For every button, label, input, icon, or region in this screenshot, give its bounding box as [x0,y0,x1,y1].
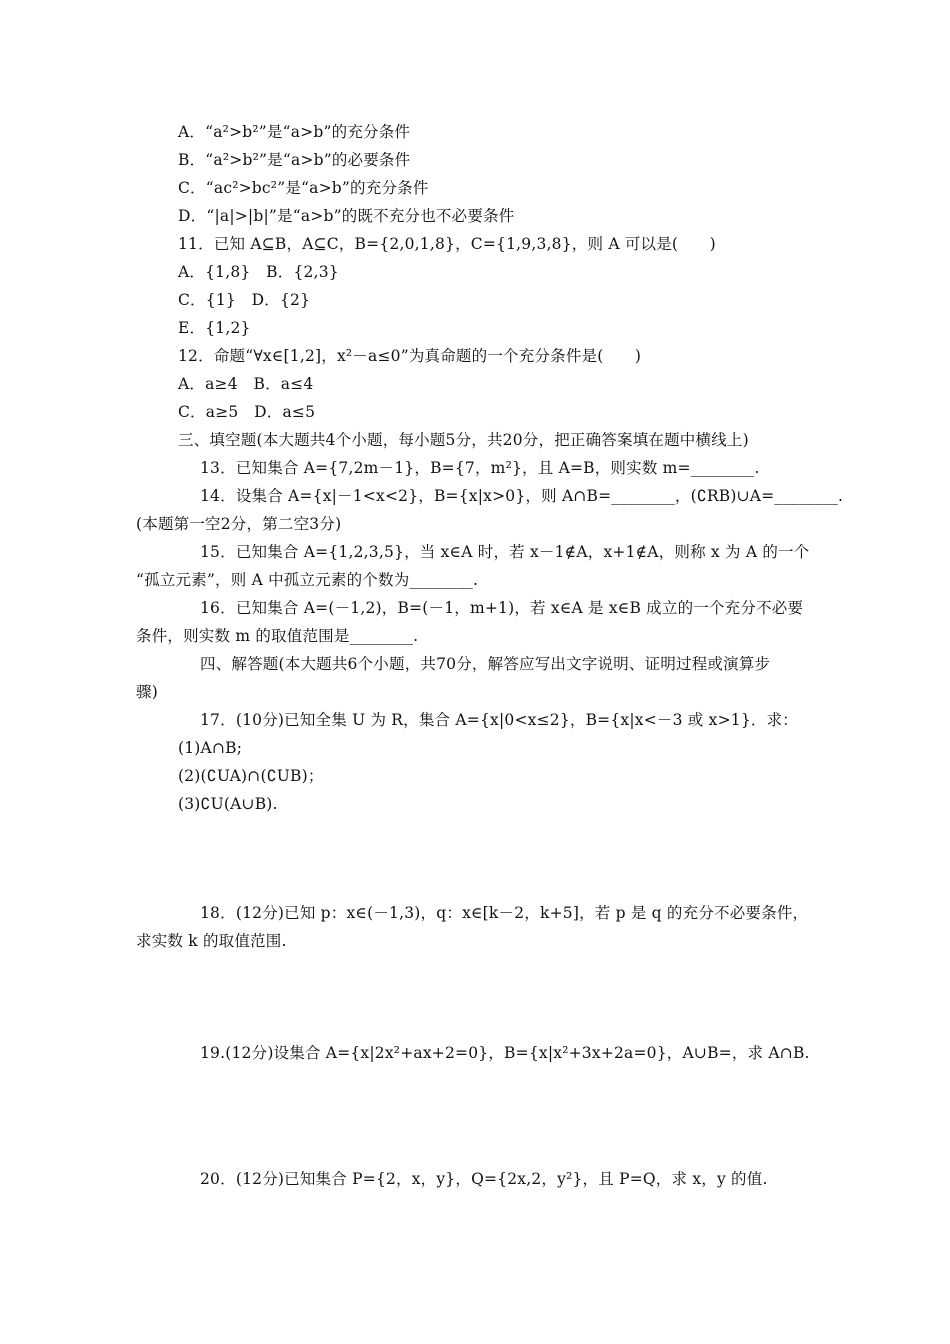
question-17-part-1: (1)A∩B; [178,739,243,757]
question-17-part-3: (3)∁U(A∪B). [178,795,278,813]
question-16-cont: 条件，则实数 m 的取值范围是________. [136,627,419,645]
option-c-q10: C．“ac²>bc²”是“a>b”的充分条件 [178,179,429,197]
question-17: 17．(10分)已知全集 U 为 R，集合 A={x|0<x≤2}，B={x|x<－3 或 x>1}．求： [200,711,798,729]
question-15-cont: “孤立元素”，则 A 中孤立元素的个数为________. [136,571,479,589]
question-12: 12．命题“∀x∈[1,2]，x²－a≤0”为真命题的一个充分条件是( ) [178,347,642,365]
question-13: 13．已知集合 A={7,2m－1}，B={7，m²}，且 A=B，则实数 m=________. [200,459,760,477]
section-4-heading-cont: 骤) [136,683,158,701]
options-ab-q12: A．a≥4 B．a≤4 [178,375,314,393]
question-15: 15．已知集合 A={1,2,3,5}，当 x∈A 时，若 x－1∉A，x+1∉A，则称 x 为 A 的一个 [200,543,810,561]
option-a-q10: A．“a²>b²”是“a>b”的充分条件 [178,123,411,141]
option-d-q10: D．“|a|>|b|”是“a>b”的既不充分也不必要条件 [178,207,515,225]
question-16: 16．已知集合 A=(－1,2)，B=(－1，m+1)，若 x∈A 是 x∈B 成立的一个充分不必要 [200,599,804,617]
question-19: 19.(12分)设集合 A={x|2x²+ax+2=0}，B={x|x²+3x+2a=0}，A∪B=，求 A∩B. [200,1044,810,1062]
question-14: 14．设集合 A={x|－1<x<2}，B={x|x>0}，则 A∩B=________，(∁RB)∪A=________. [200,487,844,505]
options-ab-q11: A．{1,8} B．{2,3} [178,263,339,281]
options-cd-q11: C．{1} D．{2} [178,291,311,309]
options-cd-q12: C．a≥5 D．a≤5 [178,403,316,421]
option-e-q11: E．{1,2} [178,319,251,337]
question-18-cont: 求实数 k 的取值范围. [136,932,287,950]
section-4-heading: 四、解答题(本大题共6个小题，共70分，解答应写出文字说明、证明过程或演算步 [200,655,771,673]
question-20: 20．(12分)已知集合 P={2，x，y}，Q={2x,2，y²}，且 P=Q，求 x，y 的值. [200,1170,768,1188]
question-18: 18．(12分)已知 p：x∈(－1,3)，q：x∈[k－2，k+5]，若 p 是 q 的充分不必要条件， [200,904,809,922]
question-17-part-2: (2)(∁UA)∩(∁UB)； [178,767,324,785]
question-11: 11．已知 A⊆B，A⊆C，B={2,0,1,8}，C={1,9,3,8}，则 A 可以是( ) [178,235,716,253]
section-3-heading: 三、填空题(本大题共4个小题，每小题5分，共20分，把正确答案填在题中横线上) [178,431,749,449]
option-b-q10: B．“a²>b²”是“a>b”的必要条件 [178,151,411,169]
question-14-note: (本题第一空2分，第二空3分) [136,515,342,533]
